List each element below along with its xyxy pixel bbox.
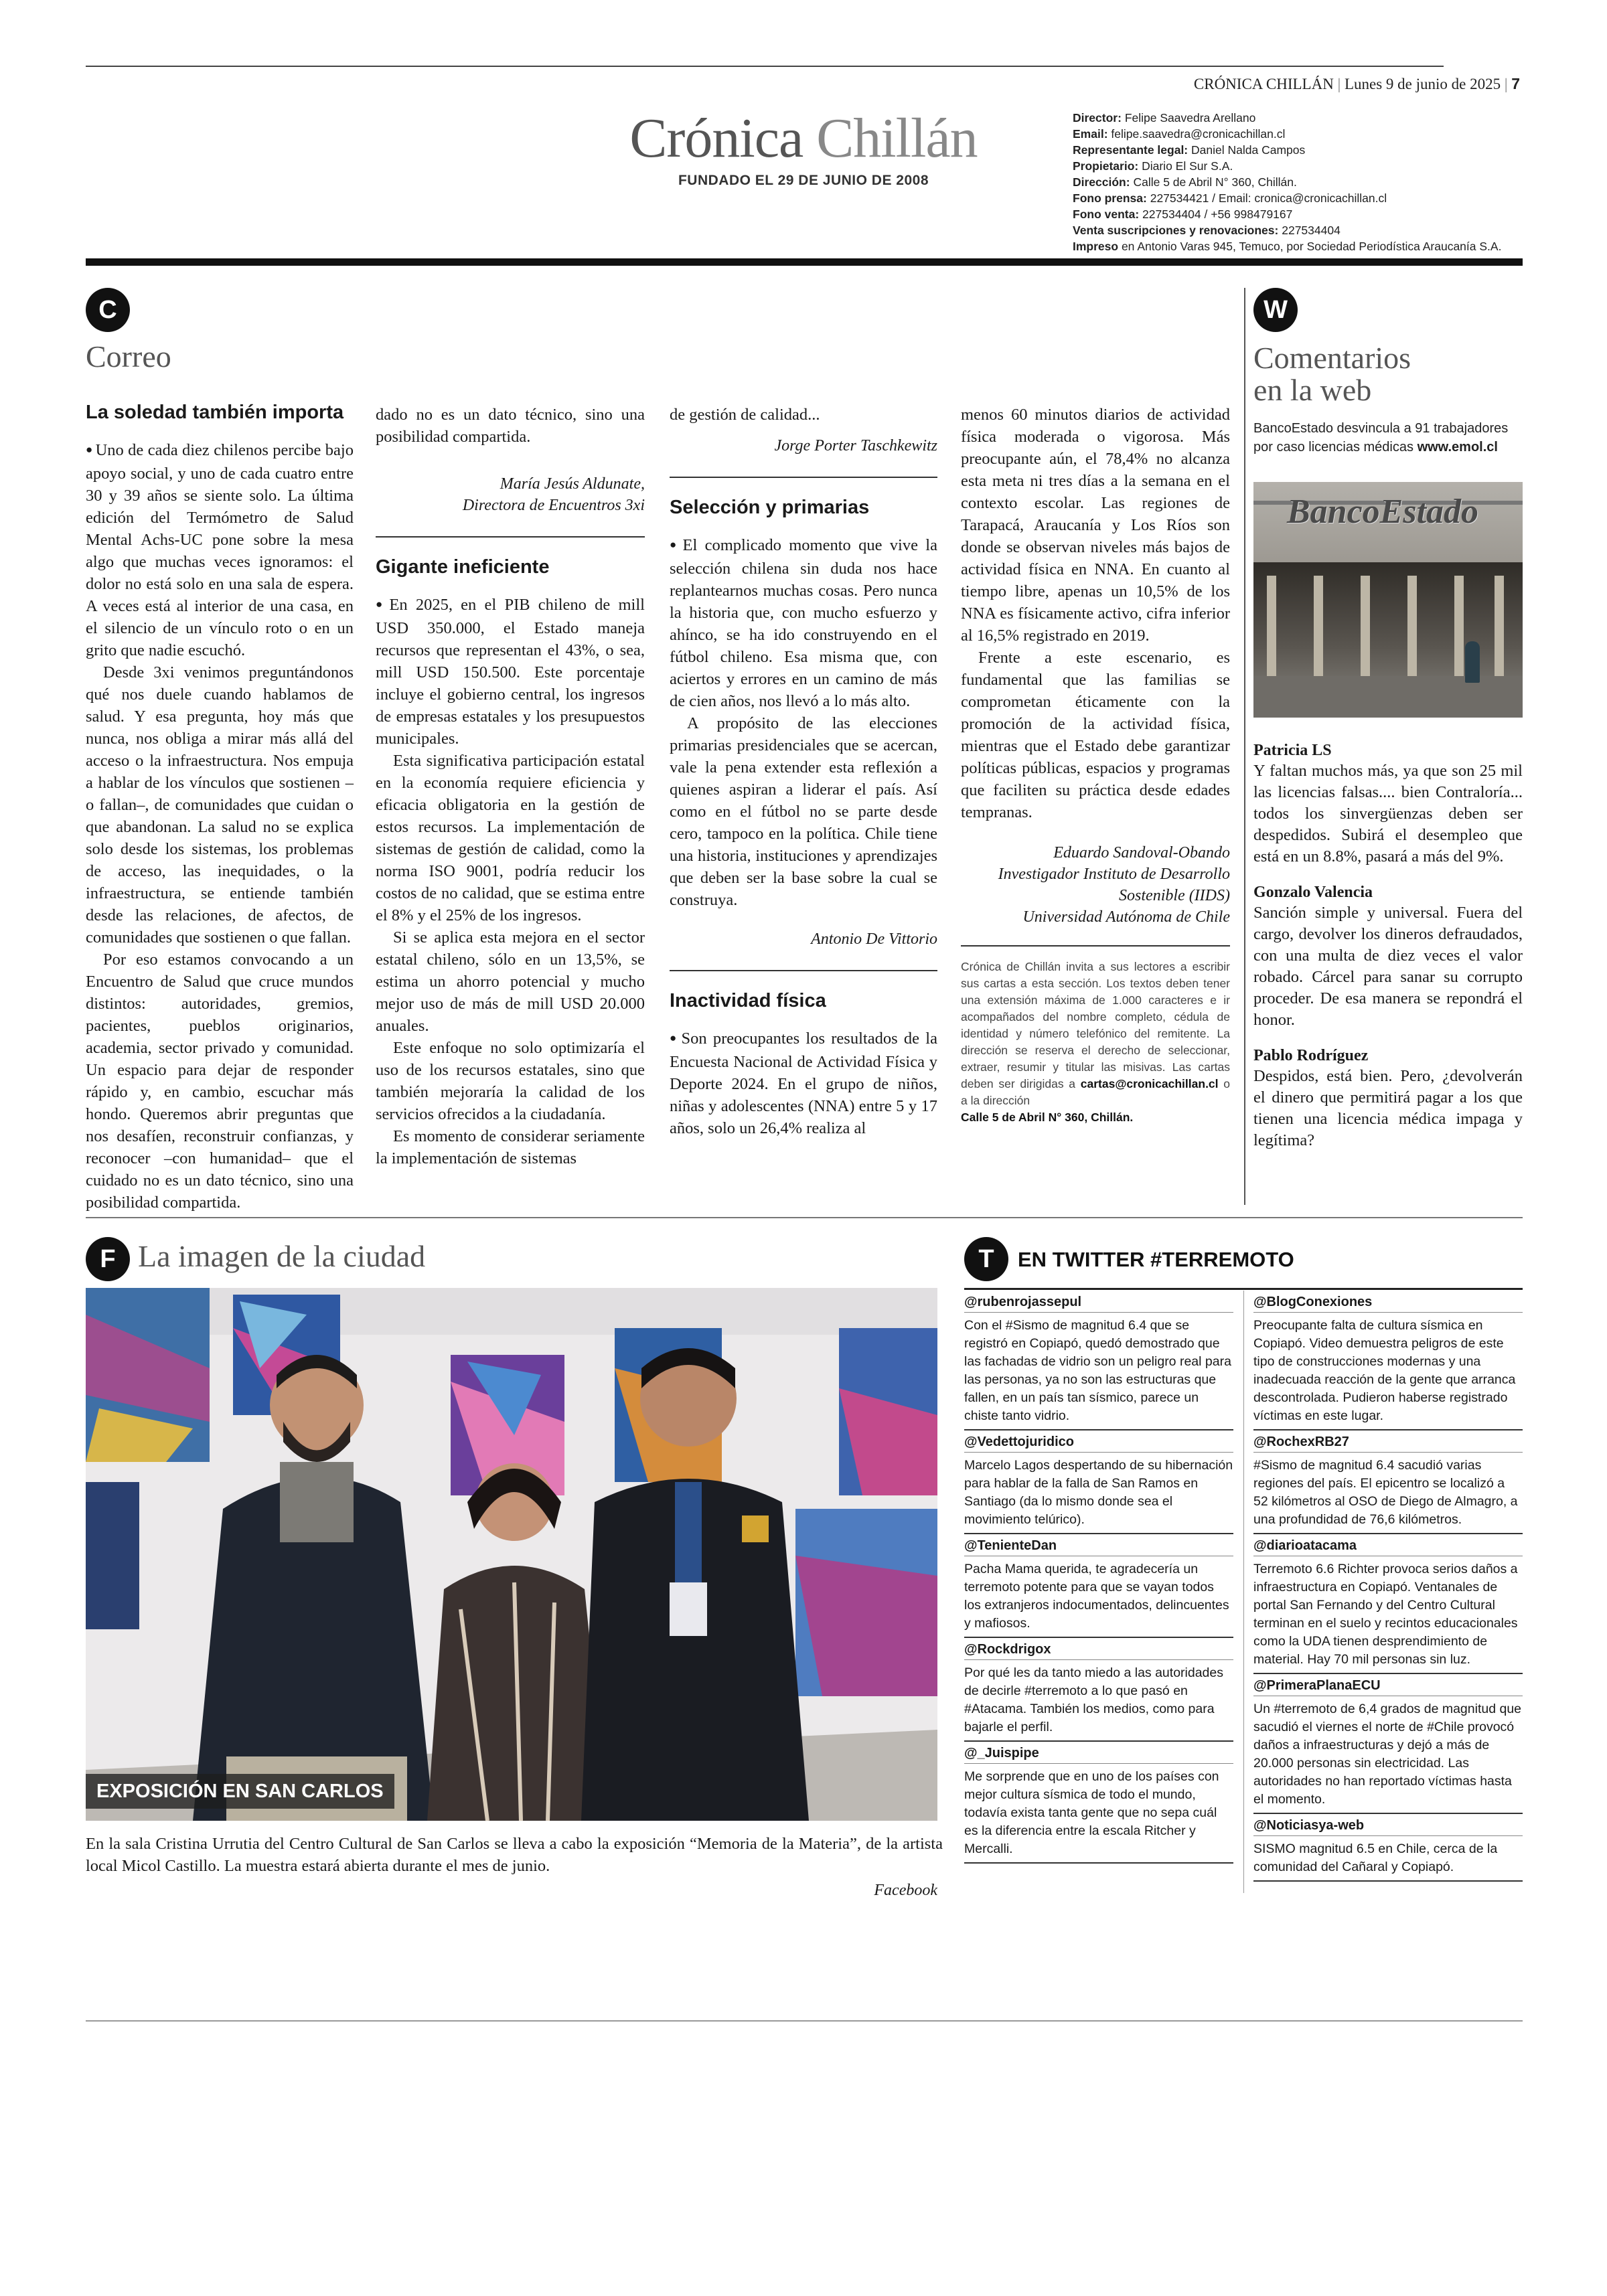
tweet [1253, 1534, 1523, 1674]
masthead [1073, 110, 1528, 254]
photo-caption: En la sala Cristina Urrutia del Centro Cultural de San Carlos se lleva a cabo la exposición “Memoria de la Materia”, de la artista local Micol Castillo. La muestra estará abierta durante el mes de junio. [86, 1835, 943, 1875]
comment-author: Gonzalo Valencia [1253, 884, 1373, 901]
correo-column-2 [376, 404, 645, 1169]
tweet-handle[interactable]: @_Juispipe [964, 1742, 1233, 1764]
tweet-handle[interactable]: @Rockdrigox [964, 1638, 1233, 1660]
masthead-line [1073, 110, 1528, 126]
tweet-text: Preocupante falta de cultura sísmica en Copiapó. Video demuestra peligros de este tipo de construcciones modernas y una inadecuada reacción de la gente que arranca descontrolada. Pudieron haberse registrado víctimas en este lugar. [1253, 1318, 1516, 1423]
newspaper-logo [616, 108, 991, 169]
tweet-text: Con el #Sismo de magnitud 6.4 que se registró en Copiapó, quedó demostrado que las fachadas de vidrio son un peligro real para las personas, ya no son las estructuras que fallen, en un país tan sísmico, parece un chiste tanto vidrio. [964, 1318, 1231, 1423]
tweet [1253, 1674, 1523, 1814]
tweet-handle[interactable]: @diarioatacama [1253, 1534, 1523, 1556]
tweet-handle[interactable]: @rubenrojassepul [964, 1291, 1233, 1313]
tweet-handle[interactable]: @RochexRB27 [1253, 1430, 1523, 1453]
correo-column-1 [86, 400, 354, 1212]
notice-mid: o a la dirección [961, 1077, 1230, 1107]
letter4-p1-start: ● Son preocupantes los resultados de la Encuesta Nacional de Actividad Física y Deporte 2024. En el grupo de niños, niñas y adolescentes (NNA) entre 5 y 17 años, solo un 26,4% realiza al [670, 1028, 937, 1139]
web-badge: W [1253, 288, 1298, 332]
letter1-p2: Desde 3xi venimos preguntándonos qué nos duele cuando hablamos de salud. Y esa pregunta, hoy más que nunca, nos obliga a mirar más allá del acceso o la infraestructura. Nos empuja a hablar de los vínculos que sostienen –o fallan–, de comunidades que cuidan o que abandonan. La salud no se explica solo desde los sistemas, los problemas de acceso, las inequidades, o la infraestructura, se entiende también desde las relaciones, de afectos, de comunidades que sostienen o que fallan. [86, 663, 354, 947]
masthead-label: Dirección: [1073, 175, 1130, 189]
twitter-column-right [1253, 1291, 1523, 1882]
tweet-handle[interactable]: @BlogConexiones [1253, 1291, 1523, 1313]
tweet-text: Terremoto 6.6 Richter provoca serios daños a infraestructura en Copiapó. Ventanales de portal San Fernando y del Centro Cultural terminan en el suelo y recintos educacionales como la UDA tienen desprendimiento de material. Hay 70 mil personas sin luz. [1253, 1562, 1518, 1667]
logo-chillan: Chillán [816, 107, 978, 169]
exhibition-photo [86, 1288, 937, 1821]
tweet-text: SISMO magnitud 6.5 en Chile, cerca de la comunidad del Cañaral y Copiapó. [1253, 1841, 1498, 1874]
tweet [1253, 1814, 1523, 1882]
masthead-value: Calle 5 de Abril N° 360, Chillán. [1133, 175, 1297, 189]
tweet-text: Un #terremoto de 6,4 grados de magnitud que sacudió el viernes el norte de #Chile provocó daños a infraestructuras y dejó a más de 20.000 personas sin electricidad. Las autoridades no han reportado víctimas hasta el momento. [1253, 1702, 1522, 1807]
web-intro-site[interactable]: www.emol.cl [1417, 440, 1498, 455]
comment-text: Sanción simple y universal. Fuera del cargo, devolver los dineros defraudados, con una multa de diez veces el valor robado. Cárcel para sanar su corrupto proceder. De esa manera se repondrá el honor. [1253, 904, 1523, 1029]
correo-column-4 [961, 404, 1230, 1126]
tweet [964, 1742, 1233, 1864]
letter1-signature-name: María Jesús Aldunate, [500, 475, 645, 493]
founded-line: FUNDADO EL 29 DE JUNIO DE 2008 [678, 173, 929, 188]
letter2-p5-start: Es momento de considerar seriamente la implementación de sistemas [376, 1127, 645, 1167]
letter2-continued: de gestión de calidad... [670, 406, 820, 424]
running-header: CRÓNICA CHILLÁN | Lunes 9 de junio de 2025 | 7 [1193, 75, 1520, 92]
web-title-line1: Comentarios [1253, 341, 1411, 375]
letter2-headline: Gigante ineficiente [376, 556, 550, 578]
masthead-line [1073, 238, 1528, 254]
letter3-p2: A propósito de las elecciones primarias presidenciales que se acercan, vale la pena extender esta reflexión a quienes aspiran a liderar el país. Así como en el fútbol no se parte desde cero, tampoco en la política. Chile tiene una historia, instituciones y aprendizajes que deben ser la base sobre la cual se construya. [670, 714, 937, 909]
masthead-line [1073, 174, 1528, 190]
exhibition-photo-illustration [86, 1288, 937, 1821]
tweet [1253, 1430, 1523, 1534]
masthead-value: Felipe Saavedra Arellano [1124, 111, 1256, 125]
tweet-handle[interactable]: @TenienteDan [964, 1534, 1233, 1556]
correo-badge: C [86, 288, 130, 332]
letter3-p1: ● El complicado momento que vive la selección chilena sin duda nos hace replantearnos muchas cosas. Pero nunca la historia que, con mucho esfuerzo y ahínco, se ha ido construyendo en el fútbol chileno. Esa misma que, con aciertos y errores en un camino de más de cien años, nos llevó a lo más alto. [670, 534, 937, 712]
tweet [964, 1291, 1233, 1430]
letter1-continued: dado no es un dato técnico, sino una posibilidad compartida. [376, 406, 645, 446]
tweet [964, 1638, 1233, 1742]
letter4-headline: Inactividad física [670, 990, 826, 1011]
comment-author: Pablo Rodríguez [1253, 1047, 1369, 1064]
notice-address: Calle 5 de Abril N° 360, Chillán. [961, 1111, 1134, 1124]
tweet [1253, 1291, 1523, 1430]
tweet [964, 1430, 1233, 1534]
web-intro-text: BancoEstado desvincula a 91 trabajadores por caso licencias médicas [1253, 421, 1509, 455]
bancoestado-photo [1253, 482, 1523, 718]
masthead-label: Propietario: [1073, 159, 1139, 173]
letter2-p4: Este enfoque no solo optimizaría el uso de los recursos estatales, sino que también mejoraría la calidad de los servicios ofrecidos a la ciudadanía. [376, 1039, 645, 1123]
photo-label: EXPOSICIÓN EN SAN CARLOS [86, 1774, 394, 1809]
letter4-sig3: Sostenible (IIDS) [1119, 887, 1230, 904]
letter4-p2: Frente a este escenario, es fundamental que las familias se comprometan éticamente con la promoción de la actividad física, mientras que el Estado debe garantizar políticas públicas, espacios y programas que faciliten su práctica desde edades tempranas. [961, 649, 1230, 821]
tweet-handle[interactable]: @Vedettojuridico [964, 1430, 1233, 1453]
letter4-sig1: Eduardo Sandoval-Obando [1053, 844, 1230, 862]
letter3-signature: Antonio De Vittorio [811, 930, 937, 948]
letter4-p1-continued: menos 60 minutos diarios de actividad física moderada o vigorosa. Más preocupante aún, el 78,4% no alcanza esta meta ni tres días a la semana en el contexto escolar. Las regiones de Tarapacá, Araucanía y Los Ríos son donde se observan niveles más bajos de actividad física en NNA. En cuanto al tiempo libre, apenas un 10,5% de los NNA es físicamente activo, cifra inferior al 16,5% registrado en 2019. [961, 406, 1230, 645]
masthead-value: 227534404 / +56 998479167 [1142, 208, 1293, 221]
comment-text: Despidos, está bien. Pero, ¿devolverán el dinero que permitirá pagar a los que tienen una licencia médica impaga y legítima? [1253, 1067, 1523, 1149]
tweet-text: Pacha Mama querida, te agradecería un terremoto potente para que se vayan todos los extranjeros indocumentados, delincuentes y mafiosos. [964, 1562, 1229, 1631]
comment-author: Patricia LS [1253, 742, 1332, 759]
masthead-value: en Antonio Varas 945, Temuco, por Sociedad Periodística Araucanía S.A. [1121, 240, 1502, 253]
letter2-p2: Esta significativa participación estatal en la economía requiere eficiencia y eficacia obligatoria en la gestión de estos recursos. La implementación de sistemas de gestión de calidad, como la norma ISO 9001, podría reducir los costos de no calidad, que se estima entre el 8% y el 25% de los ingresos. [376, 752, 645, 924]
masthead-label: Impreso [1073, 240, 1119, 253]
web-comments [1253, 726, 1523, 1151]
letter4-sig2: Investigador Instituto de Desarrollo [998, 866, 1230, 883]
masthead-label: Venta suscripciones y renovaciones: [1073, 224, 1279, 237]
letter2-signature: Jorge Porter Taschkewitz [774, 437, 937, 455]
photo-credit: Facebook [874, 1882, 937, 1899]
masthead-value: 227534404 [1282, 224, 1341, 237]
twitter-column-left [964, 1291, 1233, 1864]
notice-text: Crónica de Chillán invita a sus lectores a escribir sus cartas a esta sección. Los textos deben tener una extensión máxima de 1.000 caracteres e ir acompañados del nombre completo, cédula de identidad y número telefónico del remitente. La dirección se reserva el derecho de seleccionar, extraer, resumir y titular las misivas. Las cartas deben ser dirigidas a [961, 960, 1230, 1090]
masthead-label: Fono venta: [1073, 208, 1140, 221]
masthead-line [1073, 206, 1528, 222]
masthead-line [1073, 222, 1528, 238]
letter1-signature-role: Directora de Encuentros 3xi [462, 497, 645, 514]
notice-email[interactable]: cartas@cronicachillan.cl [1080, 1077, 1219, 1090]
tweet-text: Por qué les da tanto miedo a las autoridades de decirle #terremoto a lo que pasó en #Atacama. También los medios, como para bajarle el perfil. [964, 1665, 1224, 1734]
letter3-headline: Selección y primarias [670, 497, 870, 518]
web-title-line2: en la web [1253, 373, 1372, 407]
twitter-badge: T [964, 1237, 1008, 1281]
tweet-handle[interactable]: @PrimeraPlanaECU [1253, 1674, 1523, 1696]
correo-column-3 [670, 404, 937, 1139]
bancoestado-sign: BancoEstado [1287, 493, 1479, 531]
masthead-line [1073, 158, 1528, 174]
tweet-text: Me sorprende que en uno de los países con mejor cultura sísmica de todo el mundo, todavía exista tanta gente que no sepa cuál es la diferencia entre la escala Ritcher y Mercalli. [964, 1769, 1219, 1856]
masthead-label: Fono prensa: [1073, 191, 1147, 205]
masthead-value: felipe.saavedra@cronicachillan.cl [1111, 127, 1286, 141]
correo-title: Correo [86, 339, 171, 374]
masthead-line [1073, 190, 1528, 206]
letter4-sig4: Universidad Autónoma de Chile [1022, 908, 1230, 926]
twitter-title: EN TWITTER #TERREMOTO [1018, 1248, 1294, 1271]
imagen-title: La imagen de la ciudad [138, 1239, 426, 1273]
letter1-p3: Por eso estamos convocando a un Encuentro de Salud que cruce mundos distintos: autoridades, gremios, pacientes, pueblos originarios, academia, sector privado y comunidad. Un espacio para dejar de responder rápido y, en cambio, escuchar más hondo. Queremos abrir preguntas que nos desafíen, reconstruir confianzas, y reconocer –con humanidad– que el cuidado no es un dato técnico, sino una posibilidad compartida. [86, 951, 354, 1212]
masthead-line [1073, 142, 1528, 158]
letter2-p3: Si se aplica esta mejora en el sector estatal chileno, sólo en un 13,5%, se estima un ahorro potencial y mucho mejor uso de más de mill USD 20.000 anuales. [376, 928, 645, 1035]
web-intro [1253, 419, 1523, 457]
page-number: 7 [1511, 75, 1520, 92]
masthead-label: Email: [1073, 127, 1108, 141]
runner-name: CRÓNICA CHILLÁN [1193, 76, 1334, 92]
comment-text: Y faltan muchos más, ya que son 25 mil las licencias falsas.... bien Contraloría... todos los sinvergüenzas deben ser despedidos. Subirá el desempleo que está en un 8.8%, pasará a más del 9%. [1253, 762, 1523, 866]
letter1-p1: ● Uno de cada diez chilenos percibe bajo apoyo social, y uno de cada cuatro entre 30 y 39 años se siente solo. La última edición del Termómetro de Salud Mental Achs-UC pone sobre la mesa algo que muchas veces ignoramos: el dolor no está solo en una sala de espera. A veces está al interior de una casa, en el silencio de un vínculo roto o en un grito que nadie escuchó. [86, 439, 354, 661]
masthead-label: Director: [1073, 111, 1122, 125]
tweet-text: Marcelo Lagos despertando de su hibernación para hablar de la falla de San Ramos en Santiago (da lo mismo donde sea el movimiento telúrico). [964, 1458, 1233, 1527]
masthead-line [1073, 126, 1528, 142]
logo-cronica: Crónica [629, 107, 804, 169]
masthead-value: Diario El Sur S.A. [1142, 159, 1233, 173]
tweet-handle[interactable]: @Noticiasya-web [1253, 1814, 1523, 1836]
runner-date: Lunes 9 de junio de 2025 [1344, 76, 1501, 92]
imagen-badge: F [86, 1237, 130, 1281]
letter1-headline: La soledad también importa [86, 402, 344, 423]
tweet [964, 1534, 1233, 1638]
masthead-value: Daniel Nalda Campos [1191, 143, 1306, 157]
letter2-p1: ● En 2025, en el PIB chileno de mill USD 350.000, el Estado maneja recursos que representan el 43%, o sea, mill USD 150.500. Este porcentaje incluye el gobierno central, los ingresos de empresas estatales y los presupuestos municipales. [376, 594, 645, 750]
masthead-value: 227534421 / Email: cronica@cronicachillan.cl [1150, 191, 1387, 205]
tweet-text: #Sismo de magnitud 6.4 sacudió varias regiones del país. El epicentro se localizó a 52 kilómetros al OSO de Diego de Almagro, a una profundidad de 76,6 kilómetros. [1253, 1458, 1518, 1527]
letters-notice [961, 959, 1230, 1126]
masthead-label: Representante legal: [1073, 143, 1189, 157]
